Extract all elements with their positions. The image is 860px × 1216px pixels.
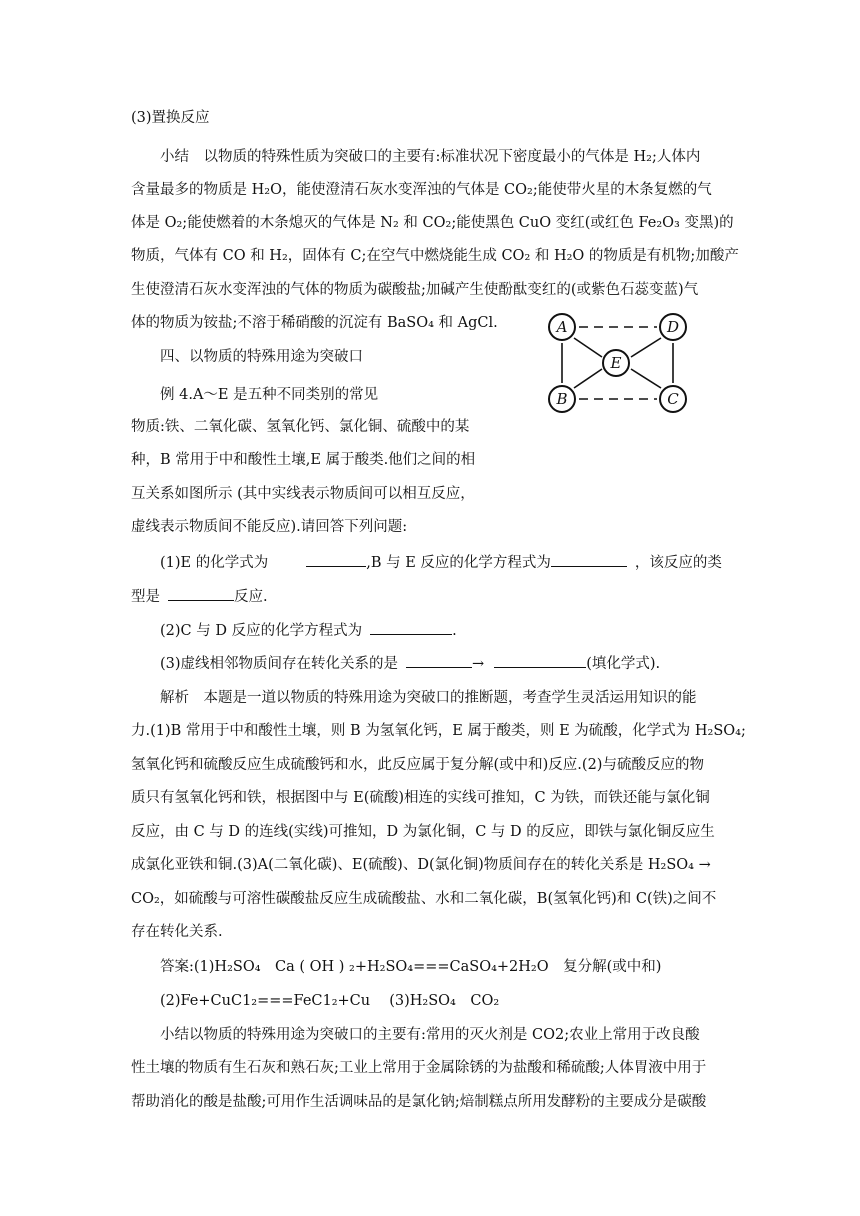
example-line: 种，B 常用于中和酸性土壤,E 属于酸类.他们之间的相 xyxy=(131,452,476,468)
example-line: 互关系如图所示 (其中实线表示物质间可以相互反应， xyxy=(131,486,475,502)
node-a xyxy=(549,314,575,340)
question-text: (3)虚线相邻物质间存在转化关系的是 xyxy=(160,656,399,672)
analysis-line: 存在转化关系. xyxy=(131,924,223,940)
analysis-line: CO₂，如硫酸与可溶性碳酸盐反应生成硫酸盐、水和二氧化碳，B(氢氧化钙)和 C(铁)之间不 xyxy=(131,891,717,907)
arrow: → xyxy=(472,656,485,672)
solid-line-a-e xyxy=(574,338,602,357)
question-2 xyxy=(160,620,457,641)
question-text: ，该反应的类 xyxy=(634,555,722,571)
question-3 xyxy=(160,653,660,674)
question-text: ,B 与 E 反应的化学方程式为 xyxy=(366,555,551,571)
node-c xyxy=(660,386,686,412)
summary-line: 物质，气体有 CO 和 H₂，固体有 C;在空气中燃烧能生成 CO₂ 和 H₂O 的物质是有机物;加酸产 xyxy=(131,248,739,264)
node-e xyxy=(603,350,629,376)
example-line: 虚线表示物质间不能反应).请回答下列问题: xyxy=(131,519,408,535)
svg-text:E: E xyxy=(610,354,622,372)
answer-blank[interactable] xyxy=(406,653,472,668)
question-text: (2)C 与 D 反应的化学方程式为 xyxy=(160,623,363,639)
node-d xyxy=(660,314,686,340)
summary-line: 生使澄清石灰水变浑浊的气体的物质为碳酸盐;加碱产生使酚酞变红的(或紫色石蕊变蓝)气 xyxy=(131,282,699,298)
summary-line: 体的物质为铵盐;不溶于稀硝酸的沉淀有 BaSO₄ 和 AgCl. xyxy=(131,315,498,331)
analysis-line: 氢氧化钙和硫酸反应生成硫酸钙和水，此反应属于复分解(或中和)反应.(2)与硫酸反应的物 xyxy=(131,757,704,773)
solid-line-e-d xyxy=(631,338,661,357)
question-text: (1)E 的化学式为 xyxy=(160,555,269,571)
analysis-line: 反应，由 C 与 D 的连线(实线)可推知，D 为氯化铜，C 与 D 的反应，即铁与氯化铜反应生 xyxy=(131,824,715,840)
reaction-diagram xyxy=(545,312,695,416)
answer-blank[interactable] xyxy=(551,552,627,567)
answer-line: 答案:(1)H₂SO₄ Ca ( OH ) ₂+H₂SO₄===CaSO₄+2H₂O 复分解(或中和) xyxy=(160,959,662,975)
answer-blank[interactable] xyxy=(370,620,452,635)
analysis-line: 成氯化亚铁和铜.(3)A(二氧化碳)、E(硫酸)、D(氯化铜)物质间存在的转化关系是 H₂SO₄ → xyxy=(131,857,711,873)
question-text: . xyxy=(452,623,457,639)
summary-line: 含量最多的物质是 H₂O，能使澄清石灰水变浑浊的气体是 CO₂;能使带火星的木条复燃的气 xyxy=(131,182,712,198)
solid-line-e-c xyxy=(631,369,661,388)
analysis-line: 质只有氢氧化钙和铁，根据图中与 E(硫酸)相连的实线可推知，C 为铁，而铁还能与氯化铜 xyxy=(131,790,710,806)
item-label: (3)置换反应 xyxy=(131,110,210,126)
answer-blank[interactable] xyxy=(494,653,586,668)
svg-text:C: C xyxy=(667,390,679,408)
svg-text:A: A xyxy=(556,318,568,336)
svg-text:D: D xyxy=(666,318,680,336)
section-heading: 四、以物质的特殊用途为突破口 xyxy=(160,349,363,365)
summary-2-line: 性土壤的物质有生石灰和熟石灰;工业上常用于金属除锈的为盐酸和稀硫酸;人体胃液中用于 xyxy=(131,1060,707,1076)
example-line: 例 4.A～E 是五种不同类别的常见 xyxy=(160,387,379,403)
question-1-cont xyxy=(131,586,268,607)
analysis-line: 解析 本题是一道以物质的特殊用途为突破口的推断题，考查学生灵活运用知识的能 xyxy=(160,690,697,706)
question-text: (填化学式). xyxy=(586,656,661,672)
answer-blank[interactable] xyxy=(168,586,234,601)
question-1 xyxy=(160,552,722,573)
solid-line-e-b xyxy=(574,369,602,388)
answer-line: (2)Fe+CuC1₂===FeC1₂+Cu (3)H₂SO₄ CO₂ xyxy=(160,993,500,1009)
question-text: 型是 xyxy=(131,589,160,605)
summary-2-line: 小结以物质的特殊用途为突破口的主要有:常用的灭火剂是 CO2;农业上常用于改良酸 xyxy=(160,1027,700,1043)
svg-text:B: B xyxy=(556,390,568,408)
answer-blank[interactable] xyxy=(306,552,366,567)
question-text: 反应. xyxy=(234,589,268,605)
summary-line: 小结 以物质的特殊性质为突破口的主要有:标准状况下密度最小的气体是 H₂;人体内 xyxy=(160,149,701,165)
example-line: 物质:铁、二氧化碳、氢氧化钙、氯化铜、硫酸中的某 xyxy=(131,419,470,435)
summary-2-line: 帮助消化的酸是盐酸;可用作生活调味品的是氯化钠;焙制糕点所用发酵粉的主要成分是碳酸 xyxy=(131,1094,707,1110)
node-b xyxy=(549,386,575,412)
summary-line: 体是 O₂;能使燃着的木条熄灭的气体是 N₂ 和 CO₂;能使黑色 CuO 变红(或红色 Fe₂O₃ 变黑)的 xyxy=(131,215,734,231)
analysis-line: 力.(1)B 常用于中和酸性土壤，则 B 为氢氧化钙，E 属于酸类，则 E 为硫酸，化学式为 H₂SO₄; xyxy=(131,723,746,739)
